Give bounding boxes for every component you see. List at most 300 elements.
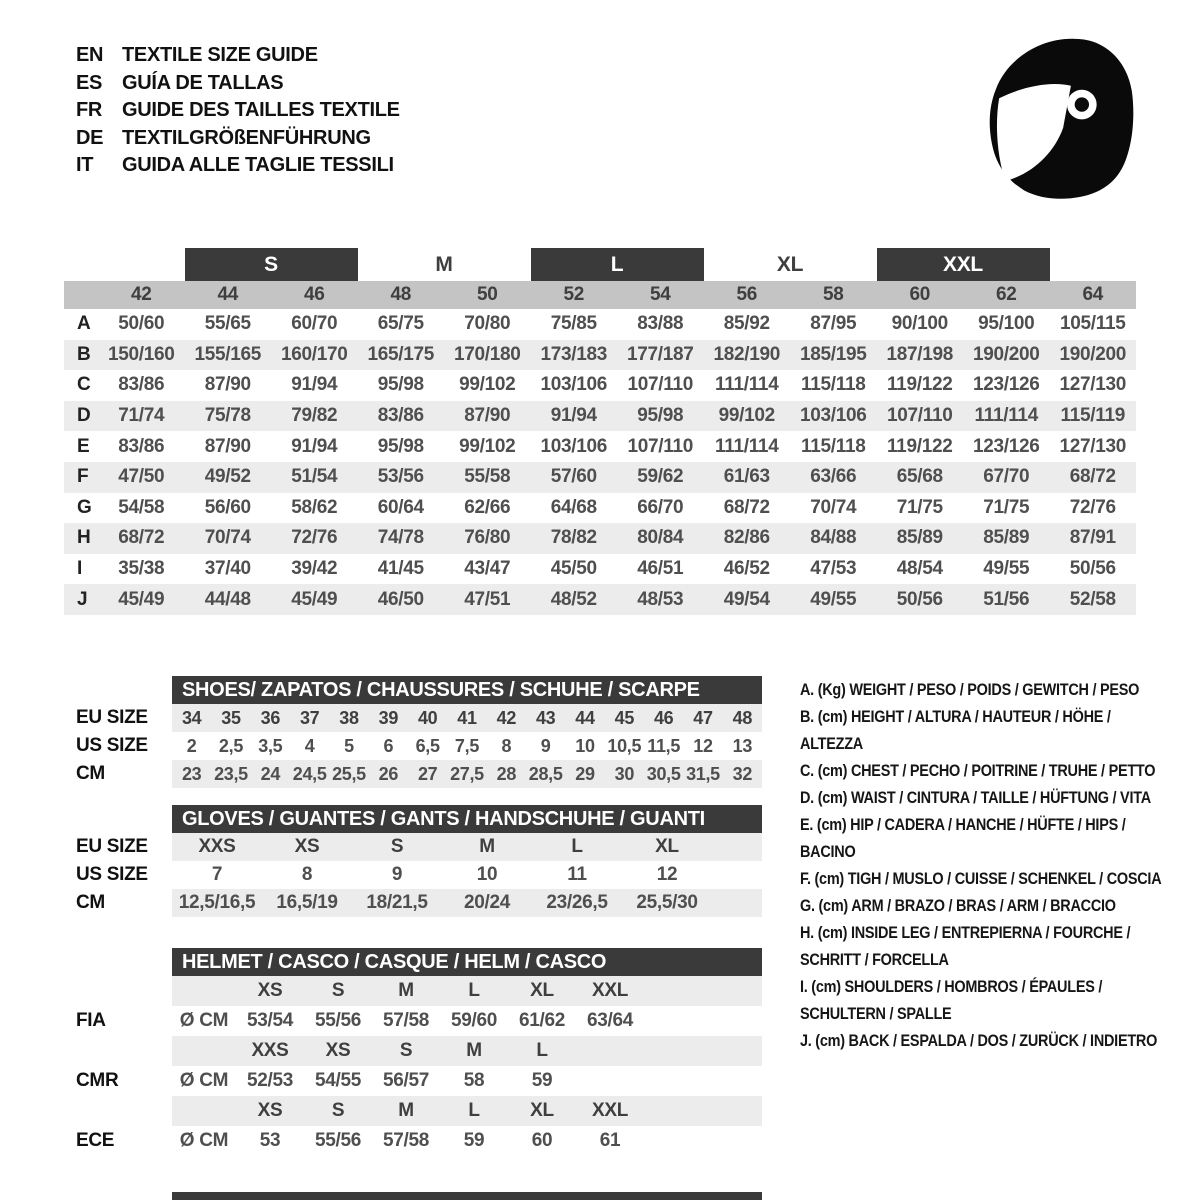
size-value: 41/45 <box>377 558 424 580</box>
legend-item: D. (cm) WAIST / CINTURA / TAILLE / HÜFTUNG / VITA <box>800 788 1151 807</box>
size-value: 44/48 <box>204 588 251 610</box>
size-value: 47/50 <box>118 466 165 488</box>
size-value: 61/63 <box>723 466 770 488</box>
size-value: 83/86 <box>377 405 424 427</box>
size-band-s: S <box>185 248 358 281</box>
guide-title: GUIDA ALLE TAGLIE TESSILI <box>122 154 394 176</box>
numeric-size-bar <box>64 281 1136 309</box>
table-cell: 23/26,5 <box>546 892 608 913</box>
gloves-us-size-label: US SIZE <box>76 864 148 885</box>
size-value: 91/94 <box>291 374 338 396</box>
size-value: 46/50 <box>377 588 424 610</box>
helmet-value: 54/55 <box>314 1070 362 1091</box>
footwear-gloves-helmet-tables <box>64 676 774 1156</box>
size-value: 64/68 <box>550 496 597 518</box>
measurement-row-f <box>64 462 1136 493</box>
numeric-size: 54 <box>649 284 671 305</box>
row-letter: E <box>77 435 90 457</box>
size-value: 95/98 <box>377 374 424 396</box>
size-value: 111/114 <box>715 374 779 396</box>
size-value: 82/86 <box>723 527 770 549</box>
language-code: IT <box>76 154 94 176</box>
size-value: 71/74 <box>118 405 165 427</box>
measurement-row-c <box>64 370 1136 401</box>
row-letter: J <box>77 588 88 610</box>
size-value: 45/49 <box>118 588 165 610</box>
size-value: 107/110 <box>886 405 953 427</box>
table-cell: 20/24 <box>463 892 511 913</box>
size-value: 49/55 <box>810 588 857 610</box>
size-value: 72/76 <box>291 527 338 549</box>
helmet-value: 55/56 <box>314 1010 362 1031</box>
table-cell: 5 <box>344 735 354 756</box>
helmet-cmr-sizes-row <box>64 1036 774 1066</box>
table-cell: 13 <box>732 735 753 756</box>
size-value: 111/114 <box>974 405 1038 427</box>
table-cell: S <box>390 836 404 857</box>
helmet-size: XS <box>257 980 283 1001</box>
legend-item: B. (cm) HEIGHT / ALTURA / HAUTEUR / HÖHE / ALTEZZA <box>800 707 1111 753</box>
size-value: 74/78 <box>377 527 424 549</box>
size-value: 127/130 <box>1059 374 1127 396</box>
size-value: 60/64 <box>377 496 424 518</box>
table-cell: 28,5 <box>528 763 563 784</box>
helmet-value: 58 <box>463 1070 485 1091</box>
size-value: 190/200 <box>1059 343 1127 365</box>
size-value: 60/70 <box>291 313 338 335</box>
gloves-section-title: GLOVES / GUANTES / GANTS / HANDSCHUHE / GUANTI <box>172 805 762 833</box>
size-value: 91/94 <box>550 405 597 427</box>
diameter-unit: Ø CM <box>179 1130 229 1151</box>
helmet-size: XXL <box>591 980 629 1001</box>
row-letter: G <box>77 496 92 518</box>
measurement-row-a <box>64 309 1136 340</box>
legend-item: H. (cm) INSIDE LEG / ENTREPIERNA / FOURCHE / SCHRITT / FORCELLA <box>800 923 1131 969</box>
table-cell: 12 <box>656 864 678 885</box>
guide-title: TEXTILGRÖßENFÜHRUNG <box>122 126 371 149</box>
size-value: 68/72 <box>723 496 770 518</box>
table-cell: 11,5 <box>647 735 681 756</box>
measurement-row-b <box>64 340 1136 371</box>
size-value: 79/82 <box>291 405 338 427</box>
table-cell: 41 <box>457 707 477 728</box>
table-cell: 7,5 <box>454 735 480 756</box>
table-cell: 8 <box>301 864 313 885</box>
size-value: 65/75 <box>377 313 424 335</box>
table-cell: 23 <box>181 763 202 784</box>
gloves-us-row <box>64 861 774 889</box>
helmet-size: XS <box>257 1100 283 1121</box>
table-cell: 30 <box>614 763 635 784</box>
numeric-size: 48 <box>390 284 412 305</box>
size-value: 49/52 <box>204 466 251 488</box>
size-value: 170/180 <box>453 343 521 365</box>
helmet-size: XXS <box>251 1040 289 1061</box>
helmet-size: S <box>331 1100 345 1121</box>
size-value: 49/54 <box>723 588 770 610</box>
row-letter: D <box>77 405 91 427</box>
helmet-fia-label: FIA <box>76 1010 106 1031</box>
table-cell: XL <box>655 836 679 857</box>
numeric-size: 42 <box>130 284 152 305</box>
table-cell: 37 <box>299 707 320 728</box>
size-value: 107/110 <box>627 374 694 396</box>
table-cell: 23,5 <box>214 763 248 784</box>
size-value: 173/183 <box>540 343 608 365</box>
helmet-value: 57/58 <box>382 1010 430 1031</box>
helmet-value: 63/64 <box>586 1010 634 1031</box>
helmet-cmr-label: CMR <box>76 1070 119 1091</box>
size-value: 87/90 <box>204 374 251 396</box>
size-value: 50/56 <box>896 588 943 610</box>
size-value: 85/89 <box>983 527 1030 549</box>
measurement-row-d <box>64 401 1136 432</box>
size-value: 66/70 <box>637 496 684 518</box>
row-letter: A <box>77 313 91 335</box>
size-value: 99/102 <box>459 435 516 457</box>
size-value: 87/95 <box>810 313 857 335</box>
language-row <box>76 125 400 153</box>
size-value: 68/72 <box>1069 466 1116 488</box>
helmet-value: 59 <box>531 1070 553 1091</box>
size-value: 46/52 <box>723 558 770 580</box>
size-value: 67/70 <box>983 466 1030 488</box>
size-value: 71/75 <box>896 496 943 518</box>
size-value: 51/56 <box>983 588 1030 610</box>
measurement-legend <box>800 676 1200 1054</box>
helmet-size: XL <box>530 1100 554 1121</box>
legend-item: A. (Kg) WEIGHT / PESO / POIDS / GEWITCH / PESO <box>800 680 1140 699</box>
shoes-us-size-label: US SIZE <box>76 735 148 756</box>
numeric-size: 46 <box>303 284 325 305</box>
gloves-cm-label: CM <box>76 892 105 913</box>
size-value: 48/53 <box>637 588 684 610</box>
table-cell: L <box>571 836 583 857</box>
language-list <box>76 42 400 180</box>
helmet-value: 59/60 <box>450 1010 498 1031</box>
size-value: 87/90 <box>464 405 511 427</box>
cutoff-section-bar <box>172 1192 762 1200</box>
table-cell: 11 <box>567 864 587 885</box>
helmet-fia-sizes-row <box>64 976 774 1006</box>
size-value: 76/80 <box>464 527 511 549</box>
size-value: 35/38 <box>118 558 165 580</box>
helmet-value: 61/62 <box>518 1010 566 1031</box>
numeric-size: 56 <box>736 284 758 305</box>
shoes-eu-size-label: EU SIZE <box>76 707 148 728</box>
size-value: 185/195 <box>799 343 867 365</box>
size-value: 182/190 <box>713 343 781 365</box>
size-value: 57/60 <box>550 466 597 488</box>
size-value: 83/86 <box>118 435 165 457</box>
table-cell: 8 <box>501 735 512 756</box>
numeric-size: 60 <box>909 284 931 305</box>
table-cell: 38 <box>339 707 359 728</box>
diameter-unit: Ø CM <box>179 1010 229 1031</box>
table-cell: 43 <box>535 707 556 728</box>
legend-item: F. (cm) TIGH / MUSLO / CUISSE / SCHENKEL / COSCIA <box>800 869 1162 888</box>
language-code: DE <box>76 126 104 149</box>
table-cell: 26 <box>378 763 399 784</box>
table-cell: 29 <box>575 763 595 784</box>
size-value: 68/72 <box>118 527 165 549</box>
size-value: 45/50 <box>550 558 597 580</box>
table-cell: 46 <box>653 707 674 728</box>
size-band-xl: XL <box>776 253 804 276</box>
table-cell: 39 <box>378 707 399 728</box>
legend-item: E. (cm) HIP / CADERA / HANCHE / HÜFTE / HIPS / BACINO <box>800 815 1126 861</box>
helmet-size: L <box>536 1040 548 1061</box>
helmet-size: M <box>466 1040 482 1061</box>
language-code: EN <box>76 44 104 66</box>
shoes-us-values <box>172 732 762 760</box>
size-value: 75/78 <box>204 405 251 427</box>
row-letter: C <box>77 374 91 396</box>
table-cell: 48 <box>732 707 753 728</box>
table-cell: 47 <box>693 707 713 728</box>
helmet-section-title: HELMET / CASCO / CASQUE / HELM / CASCO <box>172 948 762 976</box>
table-cell: 10,5 <box>607 735 642 756</box>
size-value: 190/200 <box>972 343 1040 365</box>
shoes-cm-values <box>172 760 762 788</box>
guide-title: TEXTILE SIZE GUIDE <box>122 44 318 66</box>
table-cell: 7 <box>211 864 223 885</box>
table-cell: 25,5/30 <box>636 892 698 913</box>
size-value: 99/102 <box>459 374 516 396</box>
gloves-us-values <box>172 861 762 889</box>
helmet-size: M <box>398 1100 414 1121</box>
size-value: 123/126 <box>972 374 1040 396</box>
size-value: 90/100 <box>891 313 948 335</box>
gloves-cm-row <box>64 889 774 917</box>
helmet-size: XXL <box>591 1100 629 1121</box>
size-value: 119/122 <box>886 435 953 457</box>
textile-size-table <box>64 248 1136 615</box>
size-value: 55/58 <box>464 466 511 488</box>
table-cell: 34 <box>181 707 202 728</box>
size-value: 91/94 <box>291 435 338 457</box>
size-value: 56/60 <box>204 496 251 518</box>
helmet-size: XS <box>325 1040 351 1061</box>
legend-item: G. (cm) ARM / BRAZO / BRAS / ARM / BRACCIO <box>800 896 1116 915</box>
size-value: 177/187 <box>626 343 694 365</box>
size-value: 85/92 <box>723 313 770 335</box>
diameter-unit: Ø CM <box>179 1070 229 1091</box>
size-value: 105/115 <box>1059 313 1126 335</box>
table-cell: 27 <box>417 763 438 784</box>
table-cell: 12 <box>693 735 713 756</box>
helmet-cmr-values <box>172 1066 762 1096</box>
table-cell: 2,5 <box>218 735 244 756</box>
table-cell: 12,5/16,5 <box>178 892 256 913</box>
size-band-xxl: XXL <box>877 248 1050 281</box>
table-cell: 32 <box>732 763 753 784</box>
size-value: 115/119 <box>1060 405 1125 427</box>
size-value: 103/106 <box>540 374 608 396</box>
size-value: 95/100 <box>978 313 1035 335</box>
shoes-cm-row <box>64 760 774 788</box>
table-cell: 6 <box>383 735 394 756</box>
table-cell: 25,5 <box>332 763 366 784</box>
helmet-ece-values <box>172 1126 762 1156</box>
table-cell: XXS <box>198 836 236 857</box>
row-letter: H <box>77 527 91 549</box>
size-value: 47/51 <box>464 588 511 610</box>
size-value: 49/55 <box>983 558 1030 580</box>
numeric-size: 62 <box>995 284 1017 305</box>
helmet-ece-label: ECE <box>76 1130 115 1151</box>
size-value: 48/52 <box>550 588 597 610</box>
size-value: 78/82 <box>550 527 597 549</box>
table-cell: 36 <box>260 707 281 728</box>
legend-item: I. (cm) SHOULDERS / HOMBROS / ÉPAULES / SCHULTERN / SPALLE <box>800 977 1103 1023</box>
table-cell: 10 <box>476 864 498 885</box>
size-value: 103/106 <box>799 405 867 427</box>
language-code: ES <box>76 71 103 94</box>
helmet-value: 59 <box>463 1130 485 1151</box>
size-value: 50/60 <box>118 313 165 335</box>
helmet-cmr-sizes <box>172 1036 762 1066</box>
size-value: 83/88 <box>637 313 684 335</box>
table-cell: 40 <box>417 707 438 728</box>
helmet-value: 52/53 <box>246 1070 294 1091</box>
helmet-ece-values-row <box>64 1126 774 1156</box>
size-value: 37/40 <box>204 558 251 580</box>
helmet-value: 60 <box>531 1130 553 1151</box>
helmet-size: XL <box>530 980 554 1001</box>
size-value: 71/75 <box>983 496 1030 518</box>
size-band-header-row <box>64 248 1136 281</box>
size-value: 150/160 <box>107 343 175 365</box>
guide-title: GUÍA DE TALLAS <box>122 71 284 94</box>
language-row <box>76 70 400 98</box>
size-value: 119/122 <box>886 374 953 396</box>
size-value: 63/66 <box>810 466 857 488</box>
size-value: 115/118 <box>801 435 866 457</box>
size-value: 111/114 <box>715 435 779 457</box>
shoes-section-title: SHOES/ ZAPATOS / CHAUSSURES / SCHUHE / SCARPE <box>172 676 762 704</box>
table-cell: 6,5 <box>415 735 440 756</box>
table-cell: 9 <box>540 735 551 756</box>
helmet-value: 53 <box>259 1130 281 1151</box>
helmet-ece-sizes <box>172 1096 762 1126</box>
size-value: 46/51 <box>637 558 684 580</box>
size-value: 50/56 <box>1069 558 1116 580</box>
size-value: 99/102 <box>718 405 775 427</box>
helmet-size: S <box>399 1040 413 1061</box>
size-value: 59/62 <box>637 466 684 488</box>
helmet-size: S <box>331 980 345 1001</box>
measurement-row-h <box>64 523 1136 554</box>
size-value: 160/170 <box>280 343 348 365</box>
gloves-eu-row <box>64 833 774 861</box>
size-value: 123/126 <box>972 435 1040 457</box>
table-cell: XS <box>294 836 320 857</box>
table-cell: 9 <box>391 864 403 885</box>
size-value: 87/90 <box>204 435 251 457</box>
size-value: 65/68 <box>896 466 943 488</box>
table-cell: 45 <box>614 707 635 728</box>
table-cell: 44 <box>575 707 595 728</box>
helmet-icon-svg <box>982 34 1138 200</box>
size-value: 155/165 <box>194 343 262 365</box>
table-cell: 24,5 <box>292 763 327 784</box>
size-value: 165/175 <box>367 343 435 365</box>
size-value: 54/58 <box>118 496 165 518</box>
table-cell: 27,5 <box>450 763 484 784</box>
size-value: 103/106 <box>540 435 608 457</box>
helmet-icon <box>982 34 1138 200</box>
table-cell: 4 <box>304 735 315 756</box>
size-value: 43/47 <box>464 558 511 580</box>
size-value: 52/58 <box>1069 588 1116 610</box>
helmet-fia-sizes <box>172 976 762 1006</box>
language-row <box>76 152 400 180</box>
helmet-value: 55/56 <box>314 1130 362 1151</box>
size-value: 45/49 <box>291 588 338 610</box>
size-value: 75/85 <box>550 313 597 335</box>
measurement-row-i <box>64 554 1136 585</box>
size-value: 55/65 <box>204 313 251 335</box>
table-cell: 2 <box>186 735 197 756</box>
size-value: 58/62 <box>291 496 338 518</box>
size-value: 115/118 <box>801 374 866 396</box>
language-row <box>76 97 400 125</box>
size-value: 85/89 <box>896 527 943 549</box>
measurement-rows <box>64 309 1136 615</box>
table-cell: 42 <box>496 707 517 728</box>
helmet-value: 57/58 <box>382 1130 430 1151</box>
numeric-size: 52 <box>563 284 585 305</box>
helmet-cmr-values-row <box>64 1066 774 1096</box>
table-cell: 16,5/19 <box>276 892 338 913</box>
helmet-ece-sizes-row <box>64 1096 774 1126</box>
size-value: 72/76 <box>1069 496 1116 518</box>
helmet-value: 53/54 <box>246 1010 294 1031</box>
numeric-size: 64 <box>1082 284 1104 305</box>
helmet-fia-values-row <box>64 1006 774 1036</box>
size-value: 95/98 <box>637 405 684 427</box>
gloves-cm-values <box>172 889 762 917</box>
size-value: 51/54 <box>291 466 338 488</box>
size-value: 87/91 <box>1069 527 1116 549</box>
measurement-row-e <box>64 431 1136 462</box>
numeric-size: 50 <box>476 284 498 305</box>
table-cell: 24 <box>260 763 281 784</box>
gloves-eu-size-label: EU SIZE <box>76 836 148 857</box>
helmet-fia-values <box>172 1006 762 1036</box>
helmet-size: L <box>468 1100 480 1121</box>
table-cell: 3,5 <box>258 735 283 756</box>
table-cell: M <box>479 836 495 857</box>
helmet-value: 61 <box>599 1130 621 1151</box>
row-letter: B <box>77 343 91 365</box>
table-cell: 35 <box>221 707 241 728</box>
size-value: 83/86 <box>118 374 165 396</box>
language-row <box>76 42 400 70</box>
helmet-value: 56/57 <box>382 1070 430 1091</box>
row-letter: F <box>77 466 89 488</box>
gloves-eu-values <box>172 833 762 861</box>
size-value: 95/98 <box>377 435 424 457</box>
size-value: 70/74 <box>204 527 251 549</box>
table-cell: 30,5 <box>646 763 681 784</box>
shoes-eu-row <box>64 704 774 732</box>
size-value: 80/84 <box>637 527 684 549</box>
legend-item: C. (cm) CHEST / PECHO / POITRINE / TRUHE / PETTO <box>800 761 1156 780</box>
shoes-eu-values <box>172 704 762 732</box>
size-value: 53/56 <box>377 466 424 488</box>
